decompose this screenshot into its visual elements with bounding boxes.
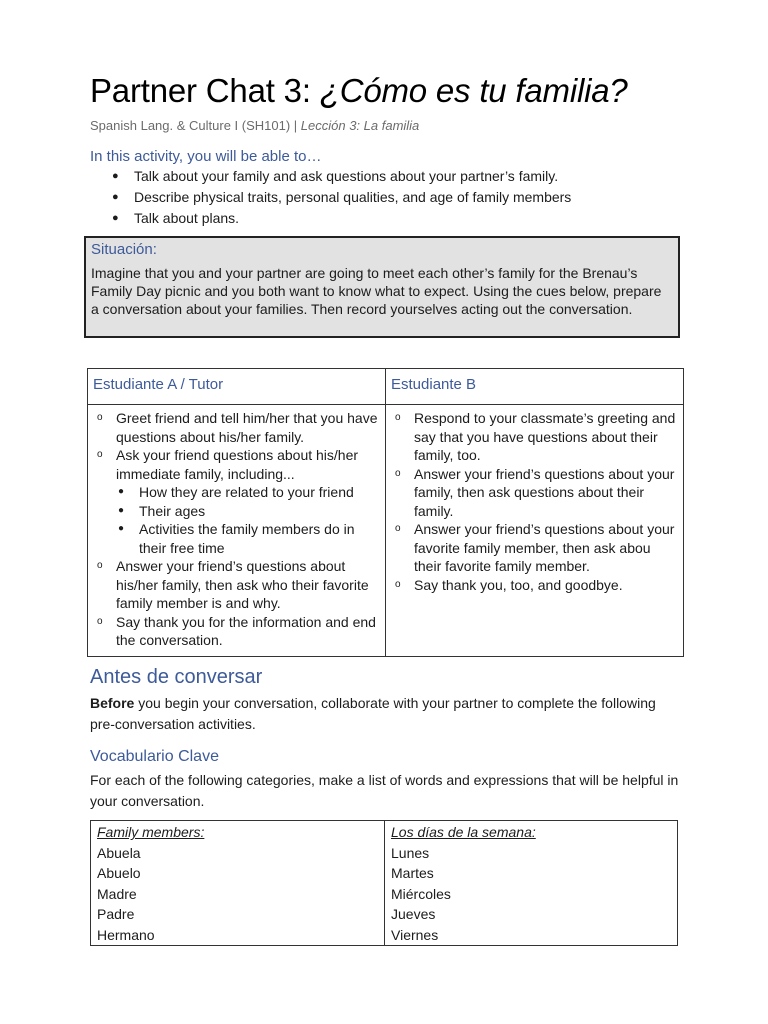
vocab-heading: Vocabulario Clave — [90, 748, 219, 765]
sub-list-item: ● How they are related to your friend — [116, 483, 379, 502]
page-title: Partner Chat 3: ¿Cómo es tu familia? — [90, 72, 628, 109]
table-row: Abuela — [97, 844, 141, 861]
family-header: Family members: — [97, 824, 205, 840]
table-row: Abuelo — [97, 865, 141, 881]
situacion-box — [84, 236, 680, 338]
sub-list-item: ● Activities the family members do in their free time — [116, 520, 379, 557]
student-b-cues — [386, 405, 684, 657]
list-item: o Answer your friend’s questions about his/her family, then ask who their favorite family member is and why. — [93, 557, 379, 613]
roles-table — [87, 368, 684, 657]
list-item: o Ask your friend questions about his/her immediate family, including... ● How they are related to your friend ● Their ages ● Activities the family members do in their free time — [93, 446, 379, 557]
objectives-heading: In this activity, you will be able to… — [90, 148, 322, 165]
days-column — [385, 821, 678, 946]
list-item: ● Describe physical traits, personal qualities, and age of family members — [112, 187, 571, 208]
course-subtitle: Spanish Lang. & Culture I (SH101) | Lección 3: La familia — [90, 118, 420, 133]
student-a-cues — [88, 405, 386, 657]
list-item: o Say thank you, too, and goodbye. — [391, 576, 677, 595]
situacion-heading: Situación: — [91, 241, 157, 258]
vocab-instructions: For each of the following categories, make a list of words and expressions that will be helpful in your conversation. — [90, 772, 679, 809]
list-item: o Answer your friend’s questions about your family, then ask questions about their family. — [391, 465, 677, 521]
antes-heading: Antes de conversar — [90, 666, 263, 688]
table-row: Martes — [391, 865, 434, 881]
student-a-header: Estudiante A / Tutor — [88, 369, 386, 405]
table-row: Padre — [97, 906, 135, 922]
objectives-list — [112, 166, 571, 229]
list-item: ● Talk about plans. — [112, 208, 571, 229]
table-row: Hermano — [97, 926, 155, 943]
list-item: o Respond to your classmate’s greeting and say that you have questions about their family, too. — [391, 409, 677, 465]
student-b-header: Estudiante B — [386, 369, 684, 405]
table-row: Viernes — [391, 926, 439, 943]
list-item: o Greet friend and tell him/her that you have questions about his/her family. — [93, 409, 379, 446]
sub-list-item: ● Their ages — [116, 502, 379, 521]
days-header: Los días de la semana: — [391, 824, 536, 840]
family-column — [91, 821, 385, 946]
vocab-table — [90, 820, 678, 946]
list-item: ● Talk about your family and ask questions about your partner’s family. — [112, 166, 571, 187]
table-row: Miércoles — [391, 885, 451, 902]
table-row: Madre — [97, 885, 137, 902]
table-row: Lunes — [391, 844, 430, 861]
sub-list — [116, 483, 379, 557]
list-item: o Answer your friend’s questions about your favorite family member, then ask abou their favorite family member. — [391, 520, 677, 576]
before-paragraph: Before you begin your conversation, collaborate with your partner to complete the following pre-conversation activities. — [90, 695, 656, 732]
list-item: o Say thank you for the information and end the conversation. — [93, 613, 379, 650]
situacion-body: Imagine that you and your partner are going to meet each other’s family for the Brenau’s Family Day picnic and you both want to know what to expect. Using the cues below, prepare a conversation about your families. Then record yourselves acting out the conversation. — [91, 265, 662, 317]
table-row: Jueves — [391, 906, 436, 922]
